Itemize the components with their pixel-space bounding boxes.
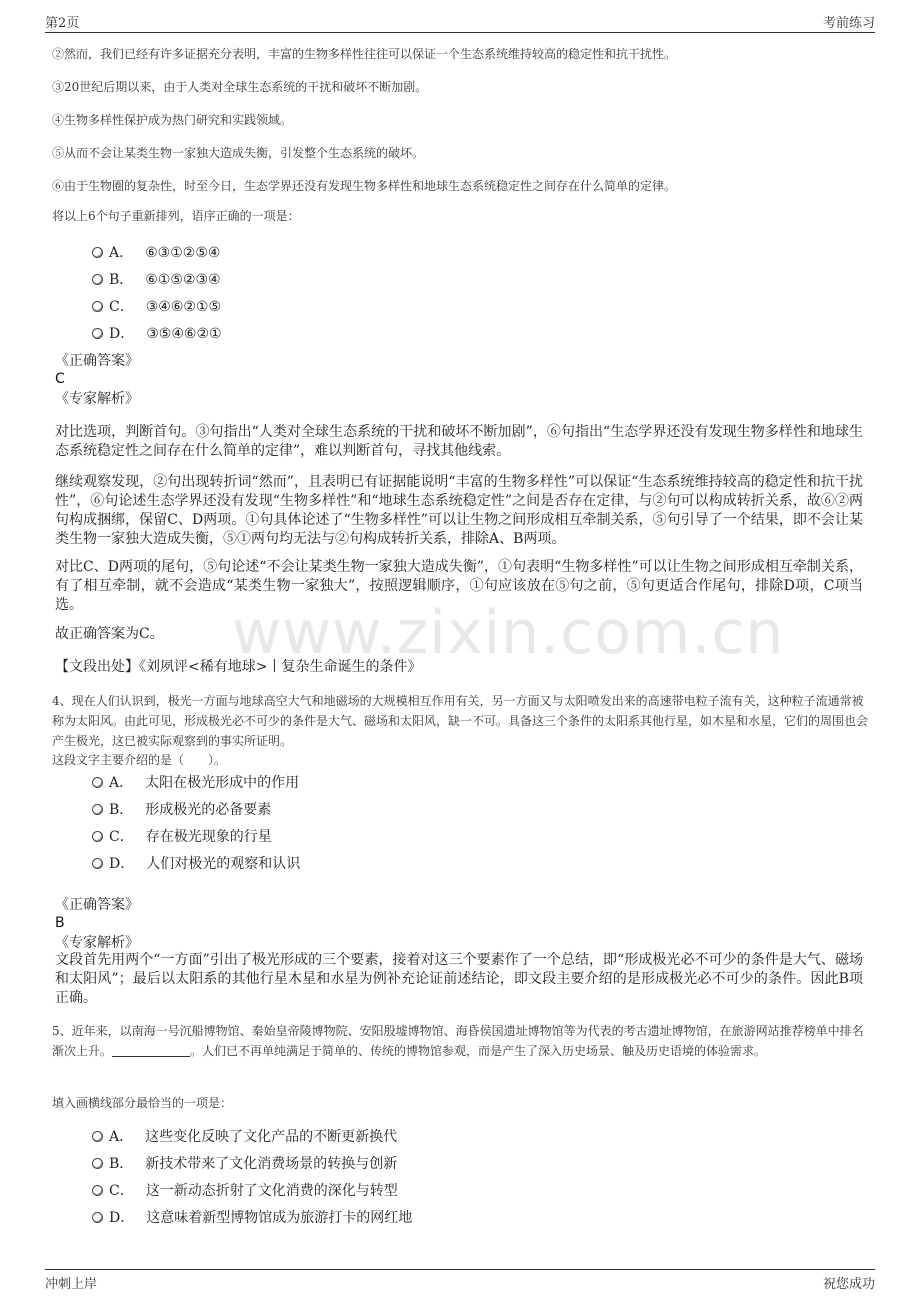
analysis-label: 《专家解析》 (55, 391, 139, 407)
footer-right-text: 祝您成功 (822, 1277, 875, 1292)
q5-option-b[interactable]: B． 新技术带来了文化消费场景的转换与创新 (92, 1154, 397, 1174)
radio-icon[interactable] (92, 831, 103, 842)
question-passage: 5、近年来，以南海一号沉船博物馆、秦始皇帝陵博物院、安阳殷墟博物馆、海昏侯国遗址博物馆等为代表的考古遗址博物馆，在旅游网站推荐榜单中排名渐次上升。 。人们已不再单纯满足于简单的、传统的博物馆参观，而是产生了深入历史场景、触及历史语境的体验需求。 (52, 1024, 864, 1058)
q3-option-d[interactable]: D． ③⑤④⑥②① (92, 324, 222, 344)
radio-icon[interactable] (92, 777, 103, 788)
radio-icon[interactable] (92, 858, 103, 869)
header-title: 考前练习 (822, 16, 875, 31)
analysis-paragraph: 文段首先用两个“一方面”引出了极光形成的三个要素，接着对这三个要素作了一个总结，即“形成极光必不可少的条件是大气、磁场和太阳风”；最后以太阳系的其他行星木星和水星为例补充论证前述结论，即文段主要介绍的是形成极光必不可少的条件。因此B项正确。 (55, 952, 863, 1006)
source-citation: 【文段出处】《刘夙评<稀有地球>丨复杂生命诞生的条件》 (55, 659, 422, 675)
radio-icon[interactable] (92, 1158, 103, 1169)
answer-value: C (55, 371, 65, 387)
answer-label: 《正确答案》 (55, 897, 139, 913)
analysis-paragraph: 继续观察发现，②句出现转折词“然而”，且表明已有证据能说明“丰富的生物多样性”可以保证“生态系统维持较高的稳定性和抗干扰性”，⑥句论述生态学界还没有发现“生物多样性”和“地球生态系统稳定性”之间是否存在定律，与②句可以构成转折关系，故⑥②两句构成捆绑，保留C、D两项。①句具体论述了“生物多样性”可以让生物之间形成相互牵制关系，⑤句引导了一个结果，即不会让某类生物一家独大造成失衡，⑤①两句均无法与②句构成转折关系，排除A、B两项。 (55, 474, 863, 547)
sentence-2: ②然而，我们已经有许多证据充分表明，丰富的生物多样性往往可以保证一个生态系统维持较高的稳定性和抗干扰性。 (52, 47, 677, 61)
page-footer (45, 1269, 875, 1292)
answer-label: 《正确答案》 (55, 353, 139, 369)
q5-option-a[interactable]: A． 这些变化反映了文化产品的不断更新换代 (92, 1127, 397, 1147)
analysis-label: 《专家解析》 (55, 935, 139, 951)
radio-icon[interactable] (92, 1212, 103, 1223)
radio-icon[interactable] (92, 274, 103, 285)
radio-icon[interactable] (92, 328, 103, 339)
q5-option-c[interactable]: C． 这一新动态折射了文化消费的深化与转型 (92, 1181, 398, 1201)
analysis-paragraph: 对比选项，判断首句。③句指出“人类对全球生态系统的干扰和破坏不断加剧”，⑥句指出“生态学界还没有发现生物多样性和地球生态系统稳定性之间存在什么简单的定律”，难以判断首句，寻找其他线索。 (55, 424, 863, 459)
question-stem: 将以上6个句子重新排列，语序正确的一项是： (52, 209, 300, 223)
radio-icon[interactable] (92, 1185, 103, 1196)
sentence-3: ③20世纪后期以来，由于人类对全球生态系统的干扰和破坏不断加剧。 (52, 80, 428, 94)
q4-option-c[interactable]: C． 存在极光现象的行星 (92, 827, 272, 847)
fill-blank (112, 1044, 190, 1057)
question-passage: 4、现在人们认识到，极光一方面与地球高空大气和地磁场的大规模相互作用有关，另一方面又与太阳喷发出来的高速带电粒子流有关，这种粒子流通常被称为太阳风。由此可见，形成极光必不可少的条件是大气、磁场和太阳风，缺一不可。具备这三个条件的太阳系其他行星，如木星和水星，它们的周围也会产生极光，这已被实际观察到的事实所证明。 (52, 694, 869, 748)
radio-icon[interactable] (92, 301, 103, 312)
answer-value: B (55, 915, 65, 931)
question-stem: 这段文字主要介绍的是（ ）。 (52, 753, 227, 767)
footer-left-text: 冲刺上岸 (45, 1277, 98, 1292)
analysis-conclusion: 故正确答案为C。 (55, 626, 164, 642)
sentence-6: ⑥由于生物圈的复杂性，时至今日，生态学界还没有发现生物多样性和地球生态系统稳定性之间存在什么简单的定律。 (52, 179, 677, 193)
watermark: www.zixin.com.cn (232, 598, 785, 668)
q5-option-d[interactable]: D． 这意味着新型博物馆成为旅游打卡的网红地 (92, 1208, 412, 1228)
sentence-4: ④生物多样性保护成为热门研究和实践领域。 (52, 113, 293, 127)
page-header (45, 10, 875, 33)
q4-option-b[interactable]: B． 形成极光的必备要素 (92, 800, 271, 820)
q3-option-a[interactable]: A． ⑥③①②⑤④ (92, 243, 220, 263)
q4-option-a[interactable]: A． 太阳在极光形成中的作用 (92, 773, 299, 793)
radio-icon[interactable] (92, 247, 103, 258)
page-number: 第2页 (45, 16, 80, 31)
radio-icon[interactable] (92, 1131, 103, 1142)
q3-option-c[interactable]: C． ③④⑥②①⑤ (92, 297, 221, 317)
analysis-paragraph: 对比C、D两项的尾句，⑤句论述“不会让某类生物一家独大造成失衡”，①句表明“生物多样性”可以让生物之间形成相互牵制关系，有了相互牵制，就不会造成“某类生物一家独大”，按照逻辑顺序，①句应该放在⑤句之前，⑤句更适合作尾句，排除D项，C项当选。 (55, 559, 863, 613)
q4-option-d[interactable]: D． 人们对极光的观察和认识 (92, 854, 300, 874)
question-stem: 填入画横线部分最恰当的一项是： (52, 1096, 233, 1110)
q3-option-b[interactable]: B． ⑥①⑤②③④ (92, 270, 221, 290)
sentence-5: ⑤从而不会让某类生物一家独大造成失衡，引发整个生态系统的破坏。 (52, 146, 425, 160)
radio-icon[interactable] (92, 804, 103, 815)
